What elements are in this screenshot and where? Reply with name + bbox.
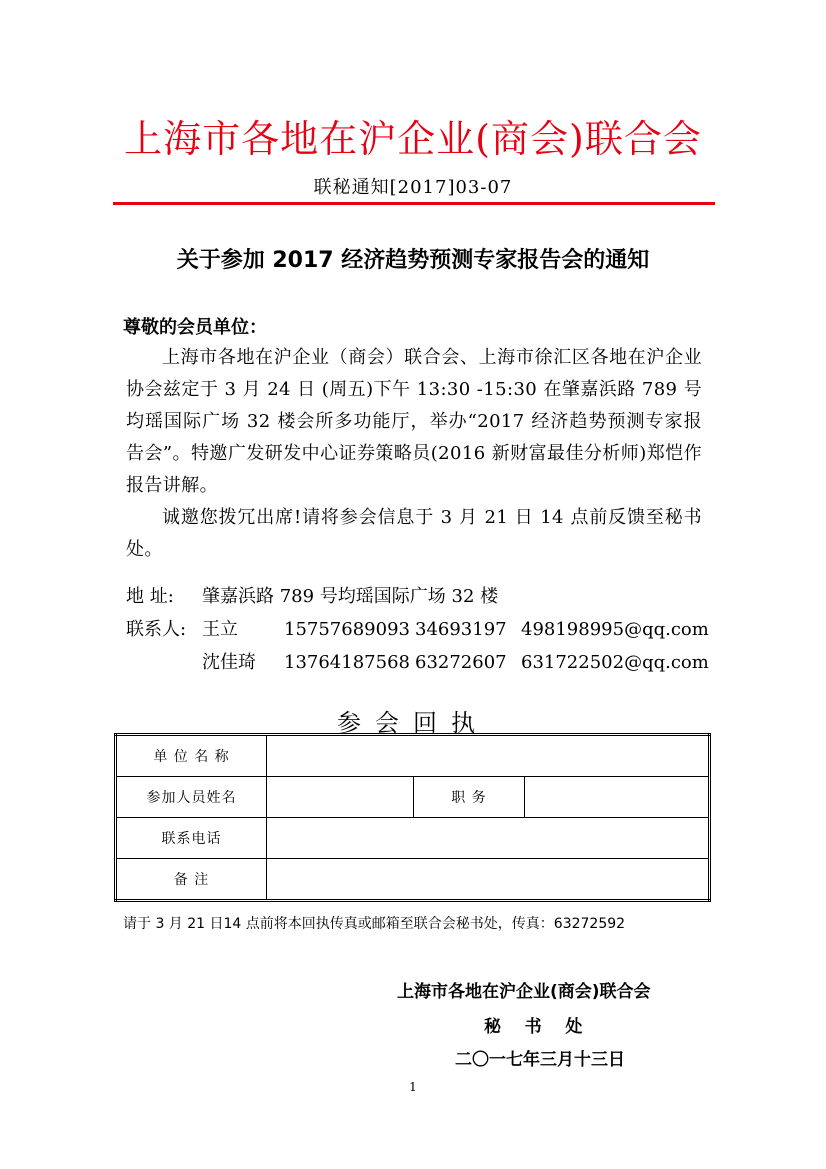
table-row [116,735,710,777]
address-label: 地 址: [126,586,174,607]
signature-date: 二〇一七年三月十三日 [455,1050,625,1070]
table-row [116,818,710,859]
contact-name: 王立 [202,619,238,640]
document-number: 联秘通知[2017]03-07 [313,177,513,198]
contact-email: 631722502@qq.com [521,652,709,673]
phone-label: 联系电话 [116,818,267,859]
notice-paragraph-1: 上海市各地在沪企业（商会）联合会、上海市徐汇区各地在沪企业协会兹定于 3 月 24 日 (周五)下午 13:30 -15:30 在肇嘉浜路 789 号均瑶国际广场 32 楼会所多功能厅，举办“2017 经济趋势预测专家报告会”。特邀广发研发中心证券策略员(2016 新财富最佳分析师)郑恺作报告讲解。 [126,347,702,496]
organization-title: 上海市各地在沪企业(商会)联合会 [124,117,702,161]
table-row [116,859,710,901]
contact-line-2 [202,648,709,674]
contact-line-1 [126,615,709,641]
table-row [116,777,710,818]
address-value: 肇嘉浜路 789 号均瑶国际广场 32 楼 [202,586,499,607]
position-label: 职 务 [414,777,525,818]
attendee-name-label: 参加人员姓名 [116,777,267,818]
notice-body [126,342,702,566]
page-number: 1 [409,1080,417,1094]
signature-department: 秘 书 处 [484,1017,583,1037]
remarks-label: 备 注 [116,859,267,901]
position-field[interactable] [525,777,710,818]
unit-name-label: 单 位 名 称 [116,735,267,777]
contact-email: 498198995@qq.com [521,619,709,640]
contact-phone: 34693197 [415,619,507,640]
address-line [126,582,498,608]
attendee-name-field[interactable] [267,777,414,818]
receipt-footnote: 请于 3 月 21 日14 点前将本回执传真或邮箱至联合会秘书处，传真：63272592 [123,916,626,932]
contact-mobile: 13764187568 [284,652,410,673]
red-header-divider [113,202,715,205]
contact-label: 联系人: [126,619,187,640]
notice-title: 关于参加 2017 经济趋势预测专家报告会的通知 [176,248,650,273]
salutation: 尊敬的会员单位： [123,317,267,338]
phone-field[interactable] [267,818,710,859]
contact-mobile: 15757689093 [284,619,410,640]
contact-phone: 63272607 [415,652,507,673]
remarks-field[interactable] [267,859,710,901]
notice-paragraph-2: 诚邀您拨冗出席!请将参会信息于 3 月 21 日 14 点前反馈至秘书处。 [126,507,702,560]
receipt-form-table [114,733,711,902]
receipt-title: 参会回执 [337,709,489,737]
unit-name-field[interactable] [267,735,710,777]
contact-name: 沈佳琦 [202,652,256,673]
signature-organization: 上海市各地在沪企业(商会)联合会 [397,982,651,1002]
